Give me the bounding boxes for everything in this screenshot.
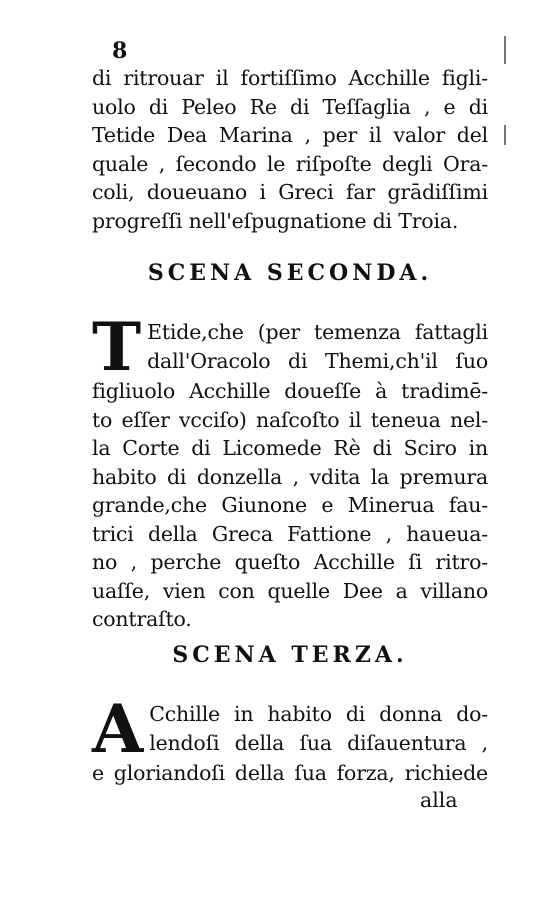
text-line: lendoſi della ſua diſauentura , xyxy=(149,730,488,755)
drop-cap-letter: T xyxy=(92,308,142,386)
text-line: uolo di Peleo Re di Teſſaglia , e di xyxy=(92,94,488,119)
text-line: Tetide Dea Marina , per il valor del xyxy=(92,123,488,147)
text-line: grande,che Giunone e Minerua fau- xyxy=(92,493,488,517)
scene-three-paragraph xyxy=(92,690,488,788)
catchword: alla xyxy=(420,788,458,812)
text-line: figliuolo Acchille doueſſe à tradimē- xyxy=(92,379,488,403)
scene-heading-terza: SCENA TERZA. xyxy=(172,642,408,668)
text-line: la Corte di Licomede Rè di Sciro in xyxy=(92,436,488,460)
text-line: e gloriandoſi della ſua forza, richiede xyxy=(92,761,488,785)
text-line: contraſto. xyxy=(92,607,192,631)
text-line: habito di donzella , vdita la premura xyxy=(92,464,488,489)
text-line: trici della Greca Fattione , haueua- xyxy=(92,521,488,546)
text-line: coli, doueuano i Greci far grādiſſimi xyxy=(92,180,488,204)
page-number: 8 xyxy=(112,38,128,64)
intro-paragraph xyxy=(92,64,488,235)
text-line: uaſſe, vien con quelle Dee a villano xyxy=(92,578,488,603)
text-line: quale , ſecondo le riſpoſte degli Ora- xyxy=(92,151,488,176)
text-line: to eſſer vcciſo) naſcoſto il teneua nel- xyxy=(92,407,488,432)
text-line: dall'Oracolo di Themi,ch'il ſuo xyxy=(147,348,488,373)
page-edge-mark xyxy=(504,125,506,145)
scene-heading-seconda: SCENA SECONDA. xyxy=(147,260,433,286)
text-line: di ritrouar il fortiſſimo Acchille figli- xyxy=(92,66,488,90)
text-line: progreſſi nell'eſpugnatione di Troia. xyxy=(92,208,459,233)
text-line: no , perche queſto Acchille ſi ritro- xyxy=(92,550,488,574)
drop-cap-letter: A xyxy=(92,690,144,768)
text-line: Cchille in habito di donna do- xyxy=(149,702,488,726)
text-line: Etide,che (per temenza fattagli xyxy=(147,320,488,344)
page-edge-mark xyxy=(504,36,506,64)
scene-two-paragraph xyxy=(92,308,488,634)
